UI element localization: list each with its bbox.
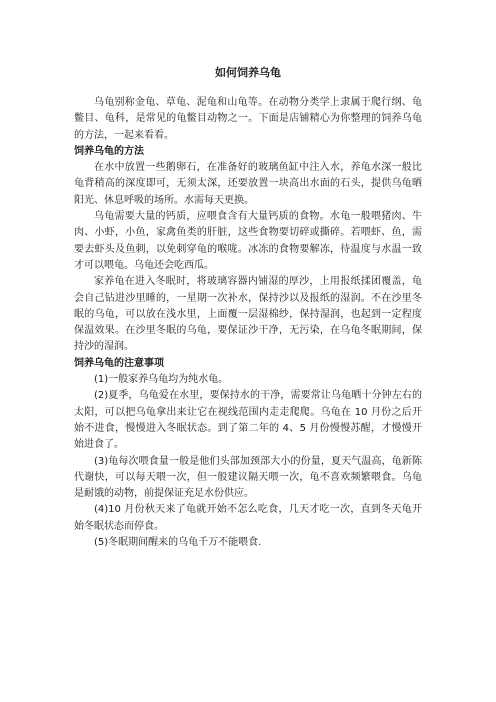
paragraph-water-setup: 在水中放置一些鹅卵石，在准备好的玻璃鱼缸中注入水，养龟水深一般比龟背稍高的深度即可，无须太深，还要放置一块高出水面的石头，提供乌龟晒阳光、休息呼吸的场所。水需每天更换。 — [74, 162, 422, 206]
document-body — [74, 95, 422, 551]
document-title: 如何饲养乌龟 — [215, 66, 281, 79]
section-heading-notes: 饲养乌龟的注意事项 — [74, 357, 164, 369]
paragraph-feeding: 乌龟需要大量的钙质，应喂食含有大量钙质的食物。水龟一般喂猪肉、牛肉、小虾，小鱼，家禽鱼类的肝脏，这些食物要切碎或撕碎。若喂虾、鱼，需要去虾头及鱼刺，以免刺穿龟的喉咙。冰冻的食物要解冻，待温度与水温一致才可以喂龟。乌龟还会吃西瓜。 — [74, 211, 422, 271]
note-item-5: (5)冬眠期间醒来的乌龟千万不能喂食. — [94, 537, 262, 549]
note-item-2: (2)夏季，乌龟爱在水里，要保持水的干净，需要常让乌龟晒十分钟左右的太阳，可以把乌龟拿出来让它在视线范围内走走爬爬。乌龟在 10 月份之后开始不进食，慢慢进入冬眠状态。到了第二年的 4、5 月份慢慢苏醒，才慢慢开始进食了。 — [74, 390, 422, 451]
note-item-1: (1)一般家养乌龟均为纯水龟。 — [94, 374, 229, 386]
section-heading-methods: 饲养乌龟的方法 — [74, 145, 144, 157]
intro-paragraph: 乌龟别称金龟、草龟、泥龟和山龟等。在动物分类学上隶属于爬行纲、龟鳖目、龟科，是常见的龟鳖目动物之一。下面是店铺精心为你整理的饲养乌龟的方法，一起来看看。 — [74, 97, 422, 141]
note-item-4: (4)10 月份秋天来了龟就开始不怎么吃食，几天才吃一次，直到冬天龟开始冬眠状态而停食。 — [74, 504, 422, 532]
paragraph-hibernation: 家养龟在进入冬眠时，将玻璃容器内铺湿的厚沙，上用报纸揉团覆盖，龟会自己钻进沙里睡的，一星期一次补水，保持沙以及报纸的湿润。不在沙里冬眠的乌龟，可以放在浅水里，上面覆一层湿棉纱，保持湿润，也起到一定程度保温效果。在沙里冬眠的乌龟，要保证沙干净，无污染，在乌龟冬眠期间，保持沙的湿润。 — [74, 276, 422, 353]
note-item-3: (3)龟每次喂食量一般是他们头部加颈部大小的份量，夏天气温高，龟新陈代谢快，可以每天喂一次，但一般建议隔天喂一次，龟不喜欢频繁喂食。乌龟是耐饿的动物，前提保证充足水份供应。 — [74, 455, 422, 500]
